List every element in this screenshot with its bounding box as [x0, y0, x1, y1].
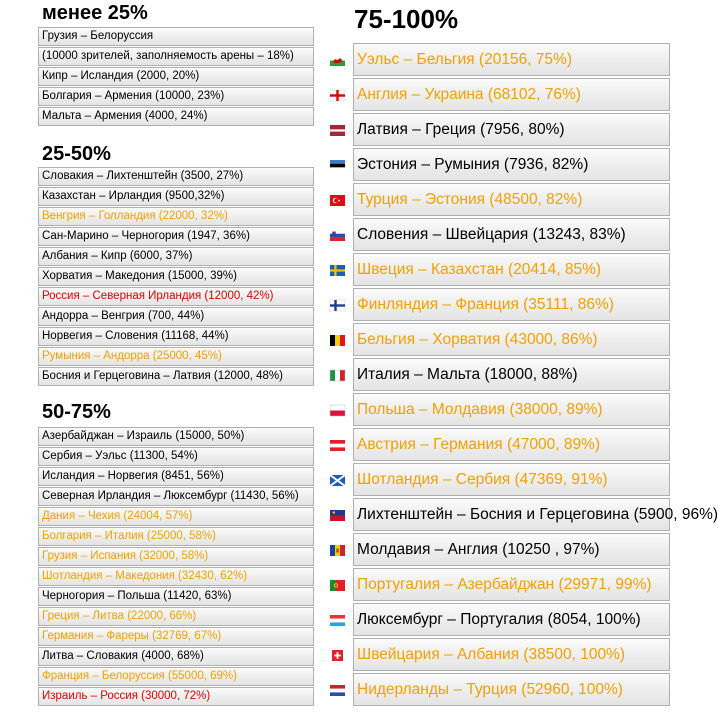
estonia-flag-icon — [330, 158, 345, 169]
list-item: (10000 зрителей, заполняемость арены – 18%) — [38, 47, 314, 66]
list-item-label: Португалия – Азербайджан (29971, 99%) — [353, 568, 670, 601]
finland-flag-icon — [330, 298, 345, 309]
list-item: Норвегия – Словения (11168, 44%) — [38, 327, 314, 346]
list-item — [325, 497, 718, 532]
list-item: Литва – Словакия (4000, 68%) — [38, 647, 314, 666]
list-item — [325, 427, 670, 462]
list-item-label: Нидерланды – Турция (52960, 100%) — [353, 673, 670, 706]
list-50-75 — [38, 427, 314, 707]
netherlands-flag-icon — [330, 683, 345, 694]
list-item-label: Бельгия – Хорватия (43000, 86%) — [353, 323, 670, 356]
list-item: Грузия – Испания (32000, 58%) — [38, 547, 314, 566]
list-item: Россия – Северная Ирландия (12000, 42%) — [38, 287, 314, 306]
list-item: Греция – Литва (22000, 66%) — [38, 607, 314, 626]
list-item — [325, 637, 670, 672]
list-item-label: Швеция – Казахстан (20414, 85%) — [353, 253, 670, 286]
section-title-under-25: менее 25% — [42, 2, 148, 24]
list-item: Албания – Кипр (6000, 37%) — [38, 247, 314, 266]
austria-flag-icon — [330, 438, 345, 449]
list-item — [325, 357, 670, 392]
list-item-label: Италия – Мальта (18000, 88%) — [353, 358, 670, 391]
list-item-label: Турция – Эстония (48500, 82%) — [353, 183, 670, 216]
england-flag-icon — [330, 88, 345, 99]
list-item: Кипр – Исландия (2000, 20%) — [38, 67, 314, 86]
portugal-flag-icon — [330, 578, 345, 589]
list-item-label: Молдавия – Англия (10250 , 97%) — [353, 533, 670, 566]
wales-flag-icon — [330, 53, 345, 64]
list-item: Андорра – Венгрия (700, 44%) — [38, 307, 314, 326]
list-item: Болгария – Армения (10000, 23%) — [38, 87, 314, 106]
list-item: Северная Ирландия – Люксембург (11430, 56%) — [38, 487, 314, 506]
list-item: Франция – Белоруссия (55000, 69%) — [38, 667, 314, 686]
list-item: Мальта – Армения (4000, 24%) — [38, 107, 314, 126]
list-item: Шотландия – Македония (32430, 62%) — [38, 567, 314, 586]
switzerland-flag-icon — [330, 648, 345, 659]
section-title-50-75: 50-75% — [42, 401, 111, 423]
list-item-label: Люксембург – Португалия (8054, 100%) — [353, 603, 670, 636]
list-item: Венгрия – Голландия (22000, 32%) — [38, 207, 314, 226]
latvia-flag-icon — [330, 123, 345, 134]
list-item — [325, 42, 670, 77]
list-item: Черногория – Польша (11420, 63%) — [38, 587, 314, 606]
list-75-100 — [325, 42, 718, 707]
list-item-label: Финляндия – Франция (35111, 86%) — [353, 288, 670, 321]
list-item-label: Словения – Швейцария (13243, 83%) — [353, 218, 670, 251]
list-item-label: Шотландия – Сербия (47369, 91%) — [353, 463, 670, 496]
list-item-label: Англия – Украина (68102, 76%) — [353, 78, 670, 111]
list-item — [325, 532, 670, 567]
list-item-label: Польша – Молдавия (38000, 89%) — [353, 393, 670, 426]
list-item: Босния и Герцеговина – Латвия (12000, 48%) — [38, 367, 314, 386]
list-item — [325, 147, 670, 182]
poland-flag-icon — [330, 403, 345, 414]
section-title-25-50: 25-50% — [42, 143, 111, 165]
list-item — [325, 462, 670, 497]
list-item — [325, 567, 670, 602]
list-item: Болгария – Италия (25000, 58%) — [38, 527, 314, 546]
list-item — [325, 112, 670, 147]
sweden-flag-icon — [330, 263, 345, 274]
list-item — [325, 217, 670, 252]
list-item — [325, 672, 670, 707]
list-item: Азербайджан – Израиль (15000, 50%) — [38, 427, 314, 446]
list-item — [325, 392, 670, 427]
italy-flag-icon — [330, 368, 345, 379]
luxembourg-flag-icon — [330, 613, 345, 624]
section-title-75-100: 75-100% — [354, 4, 459, 34]
list-item: Дания – Чехия (24004, 57%) — [38, 507, 314, 526]
list-item: Германия – Фареры (32769, 67%) — [38, 627, 314, 646]
belgium-flag-icon — [330, 333, 345, 344]
list-item-label: Лихтенштейн – Босния и Герцеговина (5900, 96%) — [353, 498, 670, 531]
list-item: Хорватия – Македония (15000, 39%) — [38, 267, 314, 286]
list-item — [325, 322, 670, 357]
list-item-label: Швейцария – Албания (38500, 100%) — [353, 638, 670, 671]
list-item-label: Австрия – Германия (47000, 89%) — [353, 428, 670, 461]
list-item-label: Латвия – Греция (7956, 80%) — [353, 113, 670, 146]
list-item: Словакия – Лихтенштейн (3500, 27%) — [38, 167, 314, 186]
list-under-25 — [38, 27, 314, 127]
list-item-label: Уэльс – Бельгия (20156, 75%) — [353, 43, 670, 76]
list-item — [325, 287, 670, 322]
list-item: Израиль – Россия (30000, 72%) — [38, 687, 314, 706]
list-item — [325, 252, 670, 287]
list-item — [325, 182, 670, 217]
list-item — [325, 77, 670, 112]
liechtenstein-flag-icon — [330, 508, 345, 519]
list-item: Грузия – Белоруссия — [38, 27, 314, 46]
slovenia-flag-icon — [330, 228, 345, 239]
list-item: Сербия – Уэльс (11300, 54%) — [38, 447, 314, 466]
list-25-50 — [38, 167, 314, 387]
list-item: Исландия – Норвегия (8451, 56%) — [38, 467, 314, 486]
list-item — [325, 602, 670, 637]
moldova-flag-icon — [330, 543, 345, 554]
list-item-label: Эстония – Румыния (7936, 82%) — [353, 148, 670, 181]
list-item: Казахстан – Ирландия (9500,32%) — [38, 187, 314, 206]
scotland-flag-icon — [330, 473, 345, 484]
list-item: Сан-Марино – Черногория (1947, 36%) — [38, 227, 314, 246]
turkey-flag-icon — [330, 193, 345, 204]
list-item: Румыния – Андорра (25000, 45%) — [38, 347, 314, 366]
